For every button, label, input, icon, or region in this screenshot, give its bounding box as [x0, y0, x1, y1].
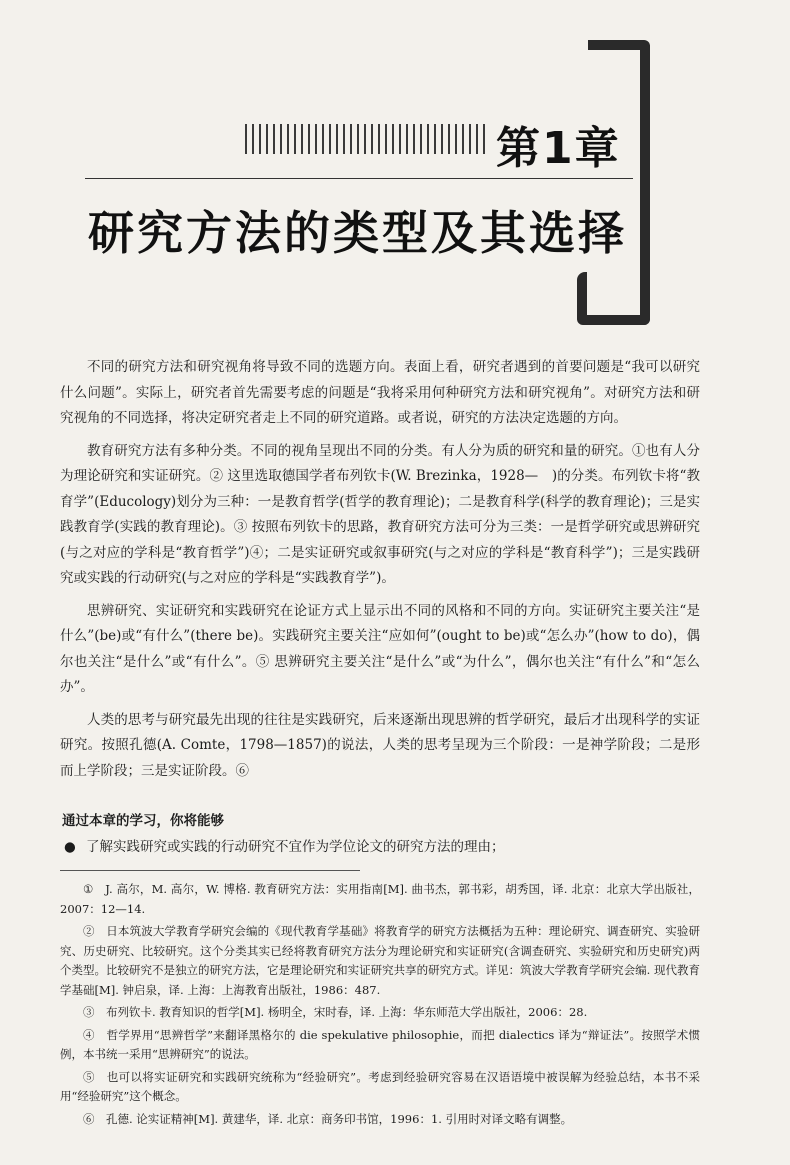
- chapter-number: 第1章: [496, 123, 621, 174]
- decorative-bracket-side: [640, 40, 650, 325]
- body-paragraph: 教育研究方法有多种分类。不同的视角呈现出不同的分类。有人分为质的研究和量的研究。①也有人分为理论研究和实证研究。② 这里选取德国学者布列钦卡(W. Brezinka，1928— )的分类。布列钦卡将“教育学”(Educology)划分为三种：一是教育哲学(哲学的教育理论)；二是教育科学(科学的教育理论)；三是实践教育学(实践的教育理论)。③ 按照布列钦卡的思路，教育研究方法可分为三类：一是哲学研究或思辨研究(与之对应的学科是“教育哲学”)④；二是实证研究或叙事研究(与之对应的学科是“教育科学”)；三是实践研究或实践的行动研究(与之对应的学科是“实践教育学”)。: [60, 442, 700, 586]
- body-paragraph: 不同的研究方法和研究视角将导致不同的选题方向。表面上看，研究者遇到的首要问题是“我可以研究什么问题”。实际上，研究者首先需要考虑的问题是“我将采用何种研究方法和研究视角”。对研究方法和研究视角的不同选择，将决定研究者走上不同的研究道路。或者说，研究的方法决定选题的方向。: [60, 359, 700, 426]
- chapter-title: 研究方法的类型及其选择: [88, 206, 627, 260]
- learning-objectives: [60, 808, 700, 860]
- body-paragraph: 人类的思考与研究最先出现的往往是实践研究，后来逐渐出现思辨的哲学研究，最后才出现科学的实证研究。按照孔德(A. Comte，1798—1857)的说法，人类的思考呈现为三个阶段：一是神学阶段；二是形而上学阶段；三是实证阶段。⑥: [60, 711, 700, 779]
- footnotes: [60, 880, 700, 1132]
- footnote: ⑤ 也可以将实证研究和实践研究统称为“经验研究”。考虑到经验研究容易在汉语语境中被误解为经验总结，本书不采用“经验研究”这个概念。: [60, 1069, 700, 1103]
- objective-item: [64, 834, 700, 860]
- decorative-bracket-notch: [577, 272, 587, 325]
- decorative-bracket: [588, 40, 648, 50]
- footnote: ② 日本筑波大学教育学研究会编的《现代教育学基础》将教育学的研究方法概括为五种：理论研究、调查研究、实验研究、历史研究、比较研究。这个分类其实已经将教育研究方法分为理论研究和实证研究(含调查研究、实验研究和历史研究)两个类型。比较研究不是独立的研究方法，它是理论研究和实证研究共享的研究方式。详见：筑波大学教育学研究会编. 现代教育学基础[M]. 钟启泉，译. 上海：上海教育出版社，1986：487.: [60, 924, 700, 997]
- footnote-rule: [60, 870, 360, 871]
- objectives-heading: 通过本章的学习，你将能够: [62, 813, 224, 829]
- objective-text: 了解实践研究或实践的行动研究不宜作为学位论文的研究方法的理由；: [86, 839, 505, 855]
- decorative-tick-bar: [245, 124, 487, 154]
- body-paragraph: 思辨研究、实证研究和实践研究在论证方式上显示出不同的风格和不同的方向。实证研究主要关注“是什么”(be)或“有什么”(there be)。实践研究主要关注“应如何”(ought to be)或“怎么办”(how to do)，偶尔也关注“是什么”或“有什么”。⑤ 思辨研究主要关注“是什么”或“为什么”，偶尔也关注“有什么”和“怎么办”。: [60, 602, 700, 695]
- footnote: ④ 哲学界用“思辨哲学”来翻译黑格尔的 die spekulative philosophie，而把 dialectics 译为“辩证法”。按照学术惯例，本书统一采用“思辨研究”的说法。: [60, 1027, 700, 1061]
- footnote: ③ 布列钦卡. 教育知识的哲学[M]. 杨明全，宋时春，译. 上海：华东师范大学出版社，2006：28.: [83, 1005, 588, 1019]
- footnote: ⑥ 孔德. 论实证精神[M]. 黄建华，译. 北京：商务印书馆，1996：1. 引用时对译文略有调整。: [83, 1111, 573, 1126]
- title-rule: [85, 178, 633, 179]
- bullet-icon: ●: [64, 839, 76, 855]
- decorative-bracket-bottom: [577, 315, 650, 325]
- body-text: [60, 355, 700, 791]
- footnote: ① J. 高尔，M. 高尔，W. 博格. 教育研究方法：实用指南[M]. 曲书杰，郭书彩，胡秀国，译. 北京：北京大学出版社，2007：12—14.: [60, 882, 700, 916]
